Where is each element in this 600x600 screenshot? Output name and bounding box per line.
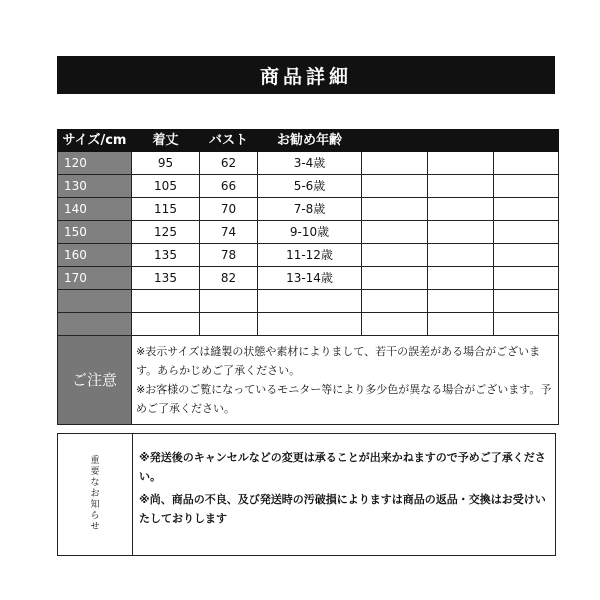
table-cell: 11-12歳 (258, 244, 362, 267)
header-size: サイズ/cm (58, 130, 132, 152)
table-cell: 74 (200, 221, 258, 244)
table-cell: 105 (132, 175, 200, 198)
notice-text (133, 434, 555, 555)
important-notice (57, 433, 556, 556)
table-cell (200, 290, 258, 313)
table-cell: 78 (200, 244, 258, 267)
table-cell: 62 (200, 152, 258, 175)
table-cell (132, 290, 200, 313)
table-cell (362, 198, 428, 221)
notice-label-char: な (90, 478, 100, 488)
size-cell: 130 (58, 175, 132, 198)
table-cell: 9-10歳 (258, 221, 362, 244)
caution-line: ※表示サイズは縫製の状態や素材によりまして、若干の誤差がある場合がございます。あらかじめご了承ください。 (136, 345, 541, 377)
size-cell: 150 (58, 221, 132, 244)
table-cell (362, 221, 428, 244)
table-cell: 135 (132, 244, 200, 267)
table-cell (258, 290, 362, 313)
header-age: お勧め年齢 (258, 130, 362, 152)
notice-label-char: せ (90, 522, 100, 532)
notice-label (58, 434, 133, 555)
table-cell (258, 313, 362, 336)
table-cell (428, 267, 494, 290)
table-cell (428, 221, 494, 244)
notice-label-char: ら (90, 511, 100, 521)
table-cell (200, 313, 258, 336)
table-cell (362, 175, 428, 198)
table-cell (428, 313, 494, 336)
size-cell: 120 (58, 152, 132, 175)
table-cell (494, 221, 559, 244)
table-row (58, 152, 559, 175)
table-cell (362, 290, 428, 313)
table-cell (494, 290, 559, 313)
header-empty (362, 130, 428, 152)
size-cell (58, 290, 132, 313)
size-table (57, 129, 559, 425)
notice-label-char: 要 (90, 467, 100, 477)
notice-line: ※尚、商品の不良、及び発送時の汚破損によりますは商品の返品・交換はお受けいたしておりします (139, 493, 546, 525)
header-length: 着丈 (132, 130, 200, 152)
notice-label-char: 重 (90, 456, 100, 466)
table-header-row (58, 130, 559, 152)
table-cell: 115 (132, 198, 200, 221)
notice-label-char: お (90, 489, 100, 499)
table-cell (494, 267, 559, 290)
header-bust: バスト (200, 130, 258, 152)
caution-text (132, 336, 559, 425)
table-row (58, 198, 559, 221)
table-cell: 3-4歳 (258, 152, 362, 175)
table-cell (362, 313, 428, 336)
notice-line: ※発送後のキャンセルなどの変更は承ることが出来かねますので予めご了承ください。 (139, 451, 546, 483)
table-cell (494, 175, 559, 198)
table-row (58, 313, 559, 336)
table-row (58, 221, 559, 244)
size-cell (58, 313, 132, 336)
table-row (58, 290, 559, 313)
size-cell: 140 (58, 198, 132, 221)
table-row (58, 175, 559, 198)
table-cell (494, 313, 559, 336)
table-cell: 82 (200, 267, 258, 290)
table-cell (428, 175, 494, 198)
table-cell: 66 (200, 175, 258, 198)
size-cell: 170 (58, 267, 132, 290)
table-cell (428, 152, 494, 175)
table-cell: 125 (132, 221, 200, 244)
table-row (58, 267, 559, 290)
caution-label: ご注意 (58, 336, 132, 425)
page-title: 商品詳細 (57, 56, 555, 94)
table-cell (132, 313, 200, 336)
table-cell: 95 (132, 152, 200, 175)
size-cell: 160 (58, 244, 132, 267)
header-empty (494, 130, 559, 152)
table-cell (362, 244, 428, 267)
table-cell (428, 244, 494, 267)
table-cell (428, 198, 494, 221)
table-cell (494, 198, 559, 221)
notice-label-char: 知 (90, 500, 100, 510)
table-cell (362, 152, 428, 175)
table-row (58, 244, 559, 267)
table-cell: 13-14歳 (258, 267, 362, 290)
table-cell (428, 290, 494, 313)
caution-line: ※お客様のご覧になっているモニター等により多少色が異なる場合がございます。予めご了承ください。 (136, 383, 552, 415)
caution-row (58, 336, 559, 425)
table-cell (494, 244, 559, 267)
table-cell: 70 (200, 198, 258, 221)
header-empty (428, 130, 494, 152)
table-cell: 135 (132, 267, 200, 290)
table-cell: 5-6歳 (258, 175, 362, 198)
table-cell: 7-8歳 (258, 198, 362, 221)
table-cell (362, 267, 428, 290)
table-cell (494, 152, 559, 175)
